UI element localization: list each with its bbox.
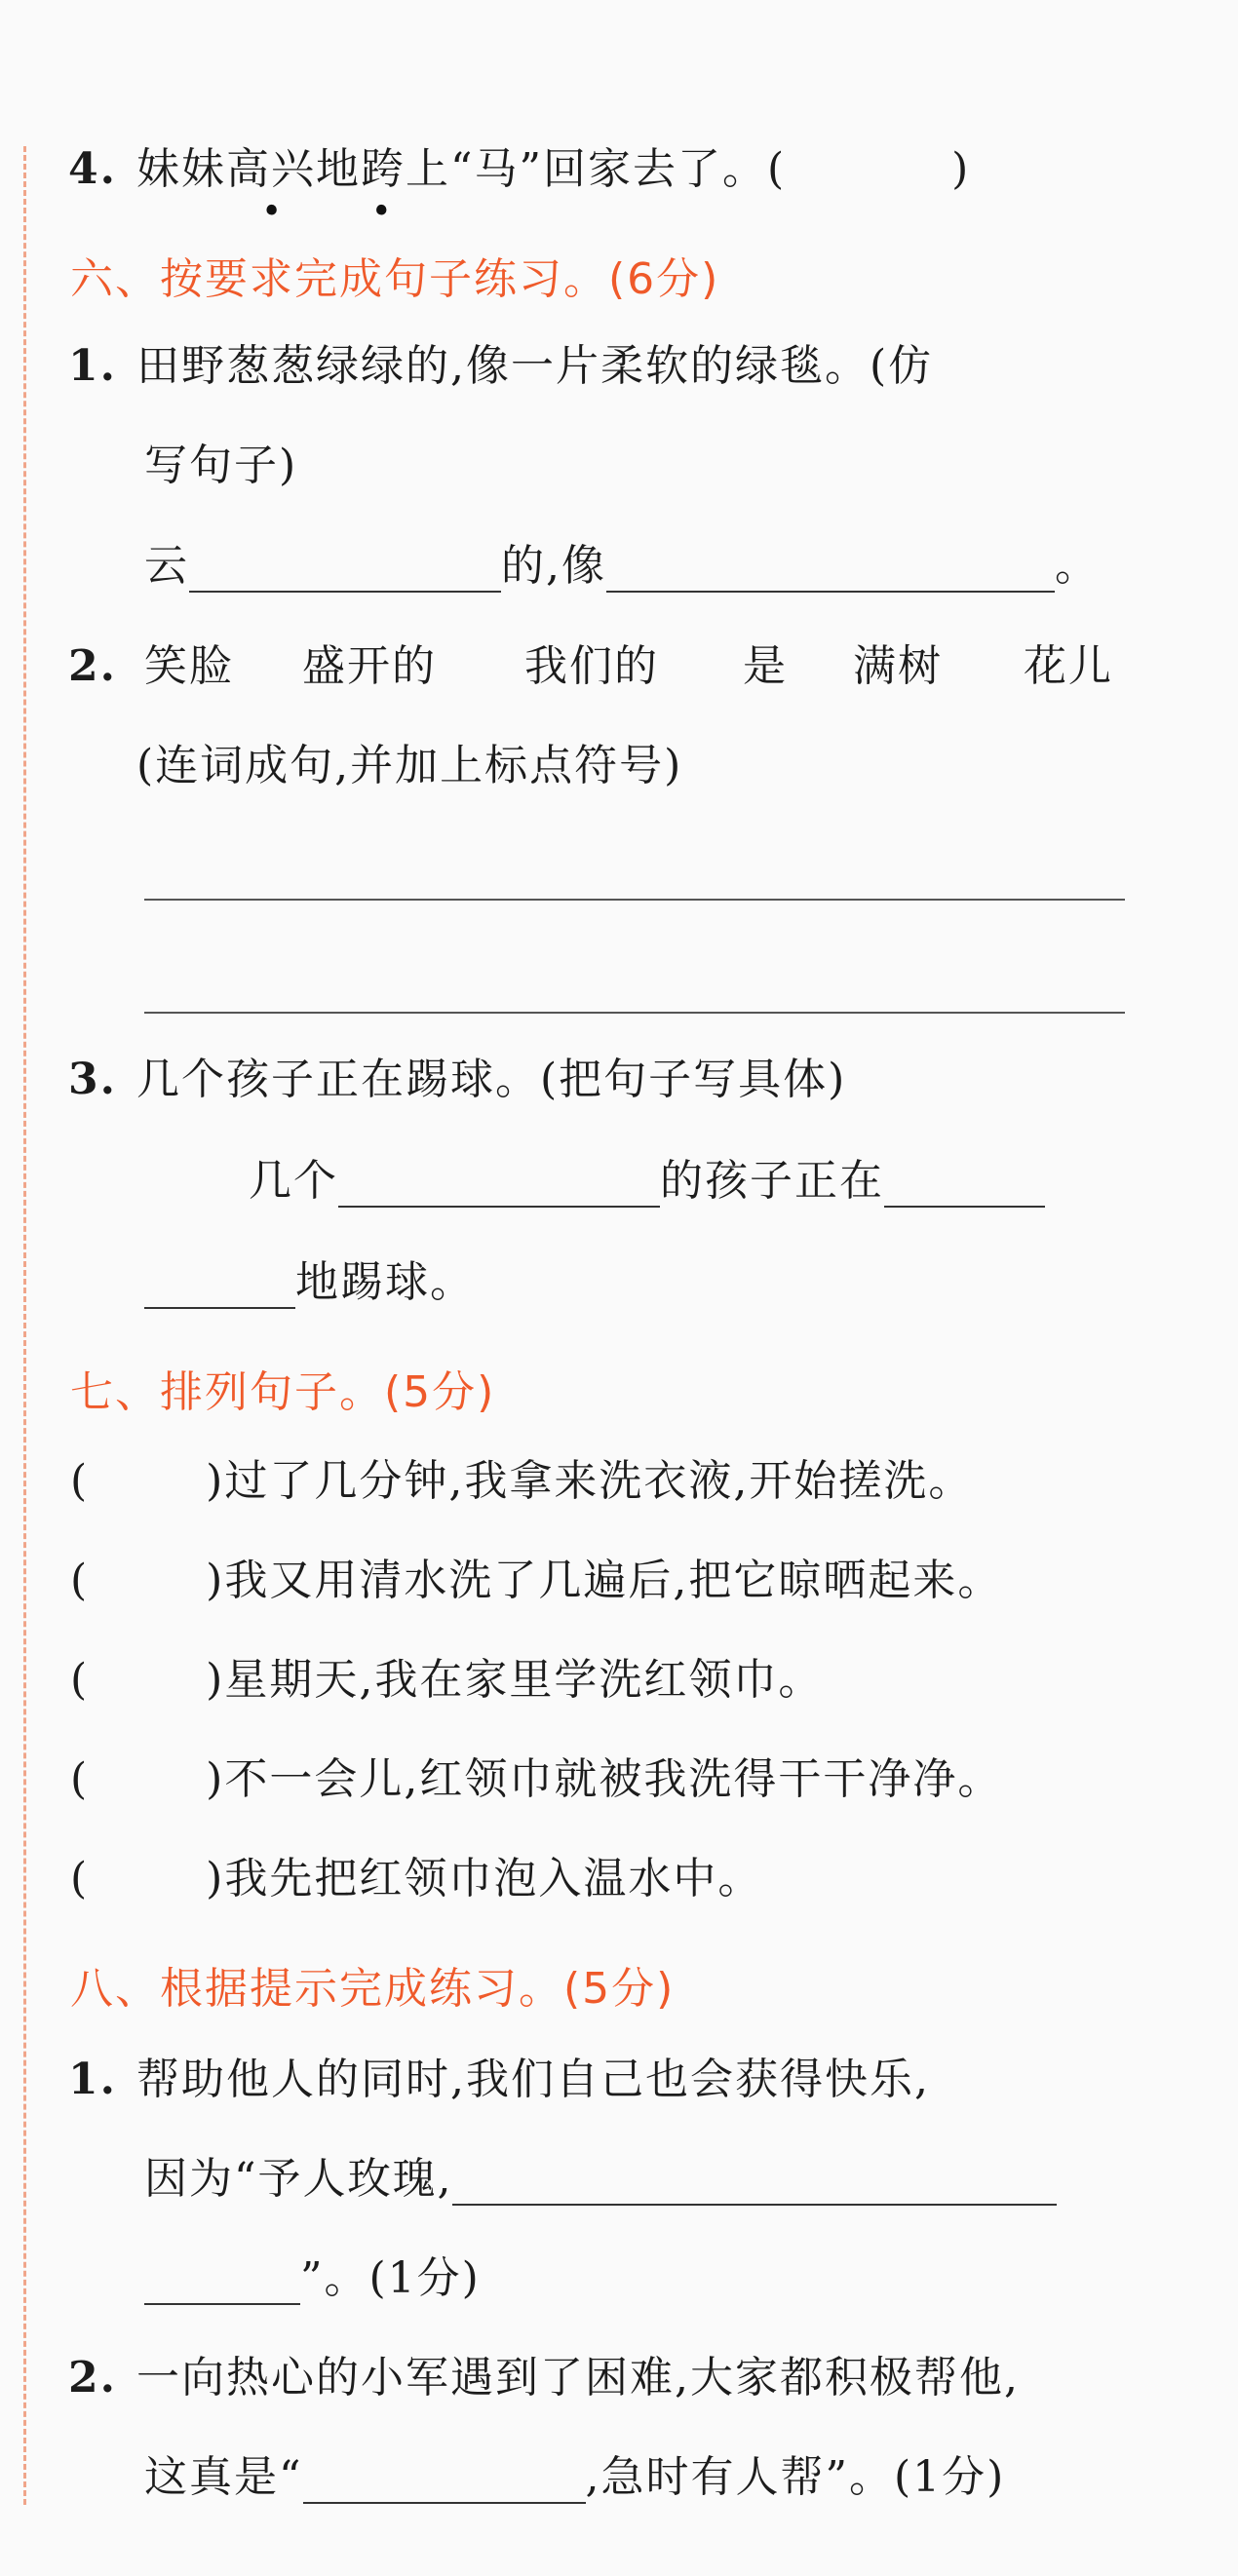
- paren-open: (: [70, 1854, 90, 1903]
- word-chip: 盛开的: [302, 641, 437, 691]
- answer-blank[interactable]: [452, 2165, 1057, 2206]
- s6-question-1: [68, 341, 933, 393]
- prompt-text: 云: [144, 541, 189, 591]
- answer-blank[interactable]: [303, 2463, 586, 2504]
- instruction: (连词成句,并加上标点符号): [136, 741, 683, 790]
- question-number: 4.: [68, 144, 117, 194]
- order-number-slot[interactable]: [89, 1469, 206, 1508]
- answer-blank[interactable]: [189, 552, 501, 593]
- order-number-slot[interactable]: [89, 1866, 206, 1905]
- ordering-item: [70, 1655, 823, 1707]
- prompt-text: 。: [1055, 541, 1100, 591]
- ordering-item: [70, 1754, 1002, 1806]
- question-number: 2.: [68, 641, 117, 691]
- question-text: 妹妹高兴地跨上“马”回家去了。(: [136, 144, 787, 194]
- paren-close: ): [206, 1556, 225, 1605]
- answer-line[interactable]: [144, 899, 1125, 901]
- paren-close: ): [206, 1854, 225, 1903]
- prompt-text: 的,像: [501, 541, 606, 591]
- question-4: [68, 144, 970, 196]
- paren-open: (: [70, 1456, 90, 1506]
- prompt-text: 的孩子正在: [660, 1156, 884, 1206]
- order-number-slot[interactable]: [89, 1668, 206, 1707]
- question-text: 田野葱葱绿绿的,像一片柔软的绿毯。(仿: [136, 341, 934, 391]
- s8-question-1: [68, 2055, 930, 2106]
- word-chip: 是: [743, 641, 788, 691]
- question-text: 一向热心的小军遇到了困难,大家都积极帮他,: [136, 2353, 1020, 2403]
- question-number: 3.: [68, 1055, 117, 1104]
- word-chip: 笑脸: [144, 641, 234, 691]
- prompt-text: ,急时有人帮”。(1分): [585, 2452, 1006, 2502]
- answer-blank[interactable]: [338, 1167, 660, 1208]
- ordering-item: [70, 1854, 762, 1905]
- paren-open: (: [70, 1556, 90, 1605]
- section-6-heading: 六、按要求完成句子练习。(6分): [70, 254, 720, 304]
- section-8-heading: 八、根据提示完成练习。(5分): [70, 1964, 676, 2014]
- s8-question-2: [68, 2353, 1020, 2404]
- question-text: 帮助他人的同时,我们自己也会获得快乐,: [136, 2055, 930, 2104]
- closing-paren: ): [951, 144, 971, 194]
- question-number: 1.: [68, 2055, 117, 2104]
- answer-space[interactable]: [786, 157, 951, 196]
- s6-q3-answer-line: [249, 1156, 1045, 1208]
- paren-open: (: [70, 1754, 90, 1804]
- word-chip: 满树: [853, 641, 943, 691]
- prompt-text: 这真是“: [144, 2452, 303, 2502]
- s6-question-3: [68, 1055, 846, 1106]
- s6-question-1-cont: 写句子): [144, 441, 298, 490]
- paren-close: ): [206, 1456, 225, 1506]
- paren-close: ): [206, 1754, 225, 1804]
- sentence-text: 过了几分钟,我拿来洗衣液,开始搓洗。: [224, 1456, 974, 1506]
- section-7-heading: 七、排列句子。(5分): [70, 1367, 496, 1417]
- prompt-text: 地踢球。: [295, 1257, 475, 1307]
- word-chip: 花儿: [1024, 641, 1113, 691]
- order-number-slot[interactable]: [89, 1767, 206, 1806]
- answer-blank[interactable]: [884, 1167, 1045, 1208]
- s6-q1-answer-line: [144, 541, 1100, 593]
- prompt-text: 几个: [249, 1156, 338, 1206]
- s8-q1-line-2: [144, 2154, 1057, 2206]
- paren-close: ): [206, 1655, 225, 1705]
- prompt-text: 因为“予人玫瑰,: [144, 2154, 453, 2204]
- sentence-text: 不一会儿,红领巾就被我洗得干干净净。: [224, 1754, 1003, 1804]
- sentence-text: 我又用清水洗了几遍后,把它晾晒起来。: [224, 1556, 1003, 1605]
- paren-open: (: [70, 1655, 90, 1705]
- emphasis-dots: • •: [261, 192, 431, 232]
- s6-question-2: [68, 641, 136, 693]
- s8-q1-line-3: [144, 2253, 481, 2305]
- ordering-item: [70, 1456, 973, 1508]
- question-number: 2.: [68, 2353, 117, 2403]
- answer-blank[interactable]: [606, 552, 1055, 593]
- ordering-item: [70, 1556, 1002, 1607]
- answer-blank[interactable]: [144, 1268, 295, 1309]
- answer-line[interactable]: [144, 1012, 1125, 1014]
- question-number: 1.: [68, 341, 117, 391]
- s8-q2-line-2: [144, 2452, 1005, 2504]
- s6-q3-answer-line-2: [144, 1257, 475, 1309]
- answer-blank[interactable]: [144, 2264, 300, 2305]
- margin-dashed-rule: [23, 146, 26, 2505]
- word-chip: 我们的: [524, 641, 659, 691]
- sentence-text: 星期天,我在家里学洗红领巾。: [224, 1655, 824, 1705]
- prompt-text: ”。(1分): [300, 2253, 481, 2303]
- sentence-text: 我先把红领巾泡入温水中。: [224, 1854, 763, 1903]
- order-number-slot[interactable]: [89, 1568, 206, 1607]
- question-text: 几个孩子正在踢球。(把句子写具体): [136, 1055, 847, 1104]
